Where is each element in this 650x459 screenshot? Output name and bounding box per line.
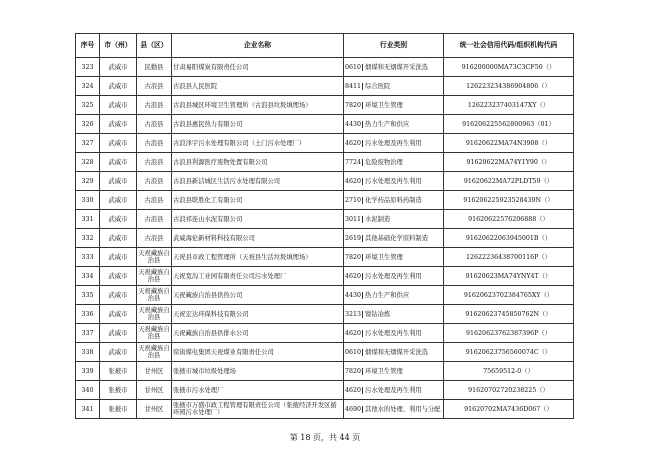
- cell-company: 古浪县惠民热力有限公司: [172, 115, 344, 134]
- table-row: [76, 77, 574, 96]
- cell-credit-code: 916200000MA73C3CF50（）: [444, 58, 574, 77]
- cell-city: 武威市: [100, 58, 137, 77]
- industry-code: 2710: [345, 196, 362, 204]
- cell-company: 天祝宏达环保科技有限公司: [172, 305, 344, 324]
- cell-county: 甘州区: [137, 381, 172, 400]
- industry-name: 环境卫生管理: [365, 101, 403, 109]
- cell-company: 天祝藏族自治县供排水公司: [172, 324, 344, 343]
- cell-company: 张掖市万盛市政工程管理有限责任公司（张掖经济开发区循环园污水处理厂）: [172, 400, 344, 419]
- cell-seq: 329: [76, 172, 100, 191]
- cell-company: 古浪泽宇污水处理有限公司（土门污水处理厂）: [172, 134, 344, 153]
- enterprise-table: [75, 33, 574, 419]
- cell-city: 武威市: [100, 77, 137, 96]
- industry-name: 烟煤和无烟煤开采洗选: [365, 63, 428, 71]
- table-row: [76, 248, 574, 267]
- table-row: [76, 172, 574, 191]
- table-row: [76, 153, 574, 172]
- industry-name: 热力生产和供应: [365, 291, 410, 299]
- cell-seq: 331: [76, 210, 100, 229]
- cell-city: 张掖市: [100, 400, 137, 419]
- cell-county: 天祝藏族自治县: [137, 286, 172, 305]
- table-row: [76, 267, 574, 286]
- cell-county: 古浪县: [137, 96, 172, 115]
- industry-name: 环境卫生管理: [365, 253, 403, 261]
- cell-industry: [344, 248, 444, 267]
- industry-code: 2619: [345, 234, 362, 242]
- cell-county: 古浪县: [137, 210, 172, 229]
- industry-name: 危险废物治理: [365, 158, 403, 166]
- cell-county: 古浪县: [137, 172, 172, 191]
- cell-industry: [344, 58, 444, 77]
- table-row: [76, 324, 574, 343]
- cell-county: 天祝藏族自治县: [137, 267, 172, 286]
- cell-credit-code: 91620623702384765XY（）: [444, 286, 574, 305]
- cell-seq: 340: [76, 381, 100, 400]
- cell-seq: 327: [76, 134, 100, 153]
- header-county: 县（区）: [137, 34, 172, 58]
- industry-name: 水泥制造: [365, 215, 391, 223]
- cell-industry: [344, 153, 444, 172]
- cell-city: 武威市: [100, 324, 137, 343]
- cell-credit-code: 75659512-0（）: [444, 362, 574, 381]
- cell-city: 武威市: [100, 115, 137, 134]
- cell-city: 武威市: [100, 343, 137, 362]
- cell-credit-code: 12622236438700116P（）: [444, 248, 574, 267]
- table-body: [76, 58, 574, 419]
- cell-city: 武威市: [100, 248, 137, 267]
- cell-industry: [344, 134, 444, 153]
- cell-county: 古浪县: [137, 77, 172, 96]
- industry-code: 7820: [345, 253, 362, 261]
- header-company: 企业名称: [172, 34, 344, 58]
- industry-code: 4690: [345, 405, 362, 413]
- cell-credit-code: 91620623745850762N（）: [444, 305, 574, 324]
- cell-company: 天祝县市政工程管理所（天祝县生活垃圾填埋场）: [172, 248, 344, 267]
- cell-credit-code: 91620702720238225（）: [444, 381, 574, 400]
- cell-industry: [344, 324, 444, 343]
- cell-industry: [344, 115, 444, 134]
- cell-credit-code: 91620623762387396P（）: [444, 324, 574, 343]
- industry-code: 4620: [345, 272, 362, 280]
- industry-code: 4430: [345, 120, 362, 128]
- cell-county: 古浪县: [137, 115, 172, 134]
- cell-county: 古浪县: [137, 229, 172, 248]
- cell-seq: 330: [76, 191, 100, 210]
- industry-name: 污水处理及再生利用: [365, 386, 422, 394]
- industry-name: 其他基础化学原料制造: [365, 234, 428, 242]
- industry-code: 7724: [345, 158, 362, 166]
- cell-seq: 332: [76, 229, 100, 248]
- cell-credit-code: 126223237403147XY（）: [444, 96, 574, 115]
- table-row: [76, 210, 574, 229]
- cell-company: 武威海伦新材料科技有限公司: [172, 229, 344, 248]
- table-row: [76, 115, 574, 134]
- cell-company: 张掖市污水处理厂: [172, 381, 344, 400]
- cell-credit-code: 916206225562800963（01）: [444, 115, 574, 134]
- table-row: [76, 362, 574, 381]
- cell-city: 张掖市: [100, 381, 137, 400]
- cell-company: 张掖市城市垃圾处理场: [172, 362, 344, 381]
- cell-company: 古浪祁连山水泥有限公司: [172, 210, 344, 229]
- cell-county: 民勤县: [137, 58, 172, 77]
- cell-credit-code: 916206225923528439N（）: [444, 191, 574, 210]
- cell-seq: 339: [76, 362, 100, 381]
- cell-company: 古浪县新洁城区生活污水处理有限公司: [172, 172, 344, 191]
- industry-code: 4620: [345, 177, 362, 185]
- industry-code: 4430: [345, 291, 362, 299]
- cell-seq: 324: [76, 77, 100, 96]
- cell-county: 天祝藏族自治县: [137, 305, 172, 324]
- industry-code: 0610: [345, 348, 362, 356]
- cell-seq: 323: [76, 58, 100, 77]
- header-code: 统一社会信用代码/组织机构代码: [444, 34, 574, 58]
- industry-code: 0610: [345, 63, 362, 71]
- cell-seq: 337: [76, 324, 100, 343]
- table-row: [76, 58, 574, 77]
- cell-city: 武威市: [100, 153, 137, 172]
- cell-seq: 338: [76, 343, 100, 362]
- cell-credit-code: 91620622MA74Y1Y90（）: [444, 153, 574, 172]
- industry-name: 热力生产和供应: [365, 120, 410, 128]
- cell-industry: [344, 343, 444, 362]
- cell-industry: [344, 286, 444, 305]
- table-header-row: [76, 34, 574, 58]
- table-row: [76, 343, 574, 362]
- cell-county: 甘州区: [137, 400, 172, 419]
- cell-county: 甘州区: [137, 362, 172, 381]
- cell-industry: [344, 267, 444, 286]
- cell-industry: [344, 191, 444, 210]
- cell-company: 甘肃易阳煤炭有限责任公司: [172, 58, 344, 77]
- cell-credit-code: 91620623MA74YNY4T（）: [444, 267, 574, 286]
- table-row: [76, 286, 574, 305]
- cell-company: 古浪县人民医院: [172, 77, 344, 96]
- cell-county: 古浪县: [137, 191, 172, 210]
- cell-company: 天祝藏族自治县供热公司: [172, 286, 344, 305]
- cell-county: 天祝藏族自治县: [137, 248, 172, 267]
- industry-code: 4620: [345, 329, 362, 337]
- cell-industry: [344, 210, 444, 229]
- table-row: [76, 305, 574, 324]
- cell-credit-code: 91620622MA74N3908（）: [444, 134, 574, 153]
- cell-company: 天祝宽沟工业园有限责任公司污水处理厂: [172, 267, 344, 286]
- cell-credit-code: 126223234386904806（）: [444, 77, 574, 96]
- cell-city: 张掖市: [100, 362, 137, 381]
- cell-county: 古浪县: [137, 153, 172, 172]
- table-row: [76, 96, 574, 115]
- cell-industry: [344, 362, 444, 381]
- cell-city: 武威市: [100, 96, 137, 115]
- cell-industry: [344, 400, 444, 419]
- cell-city: 武威市: [100, 191, 137, 210]
- industry-name: 污水处理及再生利用: [365, 329, 422, 337]
- industry-code: 7820: [345, 367, 362, 375]
- cell-seq: 325: [76, 96, 100, 115]
- industry-name: 污水处理及再生利用: [365, 139, 422, 147]
- industry-code: 3213: [345, 310, 362, 318]
- header-city: 市（州）: [100, 34, 137, 58]
- industry-name: 综合医院: [365, 82, 391, 90]
- cell-industry: [344, 172, 444, 191]
- page-footer: 第 18 页，共 44 页: [289, 433, 361, 442]
- cell-company: 古浪县联胜化工有限公司: [172, 191, 344, 210]
- cell-city: 武威市: [100, 305, 137, 324]
- cell-credit-code: 91620622MA72PLDT59（）: [444, 172, 574, 191]
- industry-name: 污水处理及再生利用: [365, 272, 422, 280]
- cell-seq: 334: [76, 267, 100, 286]
- table-row: [76, 229, 574, 248]
- header-seq: 序号: [76, 34, 100, 58]
- cell-industry: [344, 229, 444, 248]
- cell-company: 古浪县利源医疗废物处置有限公司: [172, 153, 344, 172]
- cell-industry: [344, 381, 444, 400]
- industry-code: 4620: [345, 139, 362, 147]
- cell-industry: [344, 77, 444, 96]
- cell-county: 古浪县: [137, 134, 172, 153]
- cell-credit-code: 91620623756560074C（）: [444, 343, 574, 362]
- industry-name: 烟煤和无烟煤开采洗选: [365, 348, 428, 356]
- table-row: [76, 381, 574, 400]
- table-row: [76, 134, 574, 153]
- industry-name: 其他水的处理、利用与分配: [365, 405, 441, 413]
- industry-name: 镍钴冶炼: [365, 310, 391, 318]
- header-industry: 行业类别: [344, 34, 444, 58]
- cell-credit-code: 91620702MA7436D067（）: [444, 400, 574, 419]
- cell-seq: 336: [76, 305, 100, 324]
- cell-seq: 335: [76, 286, 100, 305]
- cell-city: 武威市: [100, 267, 137, 286]
- cell-company: 窑街煤电集团天祝煤业有限责任公司: [172, 343, 344, 362]
- cell-seq: 341: [76, 400, 100, 419]
- cell-city: 武威市: [100, 210, 137, 229]
- industry-code: 8411: [345, 82, 362, 90]
- cell-seq: 328: [76, 153, 100, 172]
- industry-name: 污水处理及再生利用: [365, 177, 422, 185]
- table-row: [76, 400, 574, 419]
- cell-seq: 333: [76, 248, 100, 267]
- cell-industry: [344, 305, 444, 324]
- cell-credit-code: 91620622063945001B（）: [444, 229, 574, 248]
- cell-city: 武威市: [100, 172, 137, 191]
- industry-name: 化学药品原料药制造: [365, 196, 422, 204]
- table-row: [76, 191, 574, 210]
- cell-county: 天祝藏族自治县: [137, 324, 172, 343]
- industry-name: 环境卫生管理: [365, 367, 403, 375]
- cell-company: 古浪县城区环境卫生管理所（古浪县垃圾填埋场）: [172, 96, 344, 115]
- industry-code: 4620: [345, 386, 362, 394]
- cell-city: 武威市: [100, 286, 137, 305]
- cell-city: 武威市: [100, 229, 137, 248]
- industry-code: 7820: [345, 101, 362, 109]
- cell-county: 天祝藏族自治县: [137, 343, 172, 362]
- cell-credit-code: 91620622576206888（）: [444, 210, 574, 229]
- cell-seq: 326: [76, 115, 100, 134]
- industry-code: 3011: [345, 215, 362, 223]
- cell-city: 武威市: [100, 134, 137, 153]
- cell-industry: [344, 96, 444, 115]
